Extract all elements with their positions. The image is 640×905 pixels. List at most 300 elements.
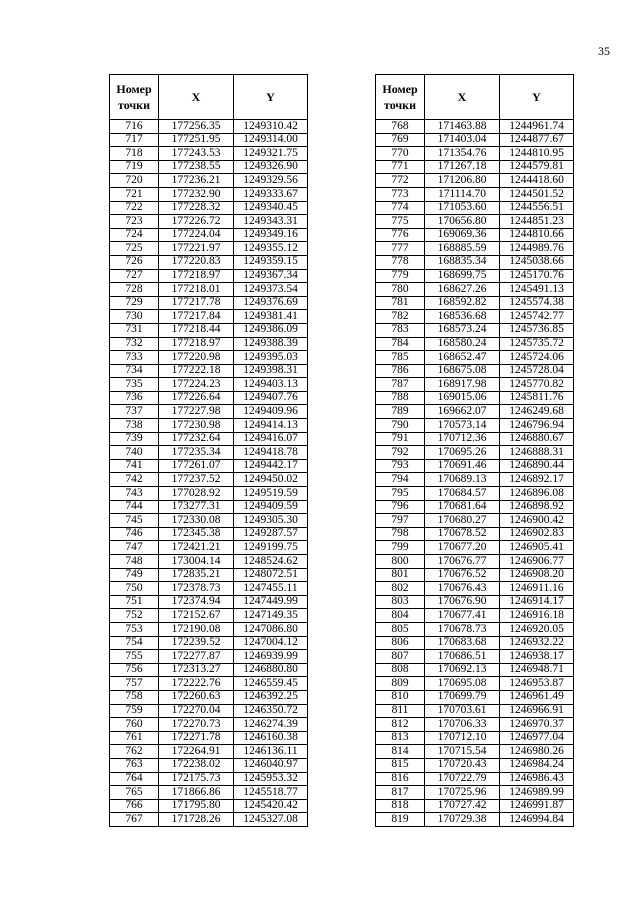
point-number-cell: 750 <box>110 582 159 596</box>
table-row <box>376 255 574 269</box>
x-coordinate-cell: 177221.97 <box>159 242 234 256</box>
y-coordinate-cell: 1244961.74 <box>500 120 574 134</box>
table-row <box>110 215 308 229</box>
x-coordinate-cell: 171866.86 <box>159 786 234 800</box>
table-row <box>376 133 574 147</box>
y-coordinate-cell: 1246911.16 <box>500 582 574 596</box>
point-number-cell: 734 <box>110 364 159 378</box>
point-number-cell: 798 <box>376 527 425 541</box>
point-number-cell: 727 <box>110 269 159 283</box>
table-row <box>376 595 574 609</box>
x-coordinate-cell: 177228.32 <box>159 201 234 215</box>
table-row <box>376 487 574 501</box>
point-number-cell: 762 <box>110 745 159 759</box>
point-number-cell: 767 <box>110 813 159 827</box>
y-coordinate-cell: 1246136.11 <box>234 745 308 759</box>
table-row <box>376 555 574 569</box>
point-number-cell: 793 <box>376 459 425 473</box>
point-number-cell: 773 <box>376 187 425 201</box>
table-row <box>110 527 308 541</box>
point-number-cell: 772 <box>376 174 425 188</box>
y-coordinate-cell: 1246896.08 <box>500 487 574 501</box>
table-row <box>110 269 308 283</box>
point-number-cell: 764 <box>110 772 159 786</box>
table-row <box>376 296 574 310</box>
x-coordinate-cell: 172835.21 <box>159 568 234 582</box>
table-row <box>110 772 308 786</box>
x-coordinate-cell: 171114.70 <box>425 187 500 201</box>
x-coordinate-cell: 172277.87 <box>159 650 234 664</box>
point-number-cell: 718 <box>110 147 159 161</box>
x-coordinate-cell: 171403.04 <box>425 133 500 147</box>
point-number-cell: 817 <box>376 786 425 800</box>
y-coordinate-cell: 1246916.18 <box>500 609 574 623</box>
table-row <box>110 718 308 732</box>
x-coordinate-cell: 177236.21 <box>159 174 234 188</box>
y-coordinate-cell: 1246939.99 <box>234 650 308 664</box>
table-row <box>376 283 574 297</box>
x-coordinate-cell: 170680.27 <box>425 514 500 528</box>
table-row <box>376 446 574 460</box>
x-coordinate-cell: 170678.52 <box>425 527 500 541</box>
y-coordinate-cell: 1245327.08 <box>234 813 308 827</box>
x-coordinate-cell: 170656.80 <box>425 215 500 229</box>
table-row <box>376 201 574 215</box>
table-row <box>376 351 574 365</box>
y-coordinate-cell: 1249409.59 <box>234 500 308 514</box>
point-number-cell: 801 <box>376 568 425 582</box>
y-coordinate-cell: 1249416.07 <box>234 432 308 446</box>
x-coordinate-cell: 173004.14 <box>159 555 234 569</box>
point-number-cell: 720 <box>110 174 159 188</box>
point-number-cell: 741 <box>110 459 159 473</box>
point-number-cell: 777 <box>376 242 425 256</box>
y-coordinate-cell: 1246898.92 <box>500 500 574 514</box>
y-coordinate-cell: 1244556.51 <box>500 201 574 215</box>
x-coordinate-cell: 170678.73 <box>425 622 500 636</box>
point-number-cell: 740 <box>110 446 159 460</box>
x-coordinate-cell: 172330.08 <box>159 514 234 528</box>
y-coordinate-cell: 1246984.24 <box>500 758 574 772</box>
x-coordinate-cell: 168885.59 <box>425 242 500 256</box>
table-row <box>110 432 308 446</box>
point-number-cell: 768 <box>376 120 425 134</box>
point-number-cell: 789 <box>376 405 425 419</box>
y-coordinate-cell: 1246880.67 <box>500 432 574 446</box>
x-coordinate-cell: 177243.53 <box>159 147 234 161</box>
x-coordinate-cell: 168652.47 <box>425 351 500 365</box>
y-coordinate-cell: 1245724.06 <box>500 351 574 365</box>
header-x: X <box>159 75 234 120</box>
y-coordinate-cell: 1246914.17 <box>500 595 574 609</box>
x-coordinate-cell: 168536.68 <box>425 310 500 324</box>
header-y: Y <box>500 75 574 120</box>
y-coordinate-cell: 1247455.11 <box>234 582 308 596</box>
point-number-cell: 816 <box>376 772 425 786</box>
table-row <box>110 473 308 487</box>
point-number-cell: 728 <box>110 283 159 297</box>
point-number-cell: 806 <box>376 636 425 650</box>
x-coordinate-cell: 171728.26 <box>159 813 234 827</box>
y-coordinate-cell: 1246905.41 <box>500 541 574 555</box>
y-coordinate-cell: 1245518.77 <box>234 786 308 800</box>
table-row <box>110 582 308 596</box>
y-coordinate-cell: 1249395.03 <box>234 351 308 365</box>
y-coordinate-cell: 1249403.13 <box>234 378 308 392</box>
x-coordinate-cell: 177217.78 <box>159 296 234 310</box>
y-coordinate-cell: 1249398.31 <box>234 364 308 378</box>
x-coordinate-cell: 177218.44 <box>159 323 234 337</box>
point-number-cell: 761 <box>110 731 159 745</box>
table-row <box>110 704 308 718</box>
table-body <box>376 120 574 827</box>
point-number-cell: 769 <box>376 133 425 147</box>
y-coordinate-cell: 1249321.75 <box>234 147 308 161</box>
table-row <box>110 786 308 800</box>
x-coordinate-cell: 169015.06 <box>425 391 500 405</box>
x-coordinate-cell: 172175.73 <box>159 772 234 786</box>
table-row <box>110 731 308 745</box>
x-coordinate-cell: 172271.78 <box>159 731 234 745</box>
y-coordinate-cell: 1247086.80 <box>234 622 308 636</box>
y-coordinate-cell: 1246392.25 <box>234 690 308 704</box>
y-coordinate-cell: 1246970.37 <box>500 718 574 732</box>
x-coordinate-cell: 177232.90 <box>159 187 234 201</box>
table-row <box>110 487 308 501</box>
x-coordinate-cell: 172313.27 <box>159 663 234 677</box>
table-row <box>376 378 574 392</box>
table-row <box>376 187 574 201</box>
x-coordinate-cell: 168835.34 <box>425 255 500 269</box>
y-coordinate-cell: 1246991.87 <box>500 799 574 813</box>
point-number-cell: 766 <box>110 799 159 813</box>
table-row <box>376 473 574 487</box>
table-row <box>376 391 574 405</box>
table-row <box>376 609 574 623</box>
table-row <box>110 636 308 650</box>
y-coordinate-cell: 1246559.45 <box>234 677 308 691</box>
x-coordinate-cell: 170722.79 <box>425 772 500 786</box>
point-number-cell: 796 <box>376 500 425 514</box>
table-row <box>376 228 574 242</box>
point-number-cell: 725 <box>110 242 159 256</box>
x-coordinate-cell: 172239.52 <box>159 636 234 650</box>
table-row <box>110 568 308 582</box>
x-coordinate-cell: 170684.57 <box>425 487 500 501</box>
point-number-cell: 751 <box>110 595 159 609</box>
point-number-cell: 747 <box>110 541 159 555</box>
y-coordinate-cell: 1245811.76 <box>500 391 574 405</box>
point-number-cell: 717 <box>110 133 159 147</box>
coordinates-table-left <box>109 74 308 827</box>
x-coordinate-cell: 177261.07 <box>159 459 234 473</box>
x-coordinate-cell: 170692.13 <box>425 663 500 677</box>
point-number-cell: 809 <box>376 677 425 691</box>
x-coordinate-cell: 170727.42 <box>425 799 500 813</box>
point-number-cell: 753 <box>110 622 159 636</box>
point-number-cell: 784 <box>376 337 425 351</box>
table-row <box>110 242 308 256</box>
x-coordinate-cell: 170695.26 <box>425 446 500 460</box>
table-row <box>110 446 308 460</box>
point-number-cell: 716 <box>110 120 159 134</box>
point-number-cell: 805 <box>376 622 425 636</box>
point-number-cell: 723 <box>110 215 159 229</box>
y-coordinate-cell: 1244501.52 <box>500 187 574 201</box>
table-row <box>110 622 308 636</box>
y-coordinate-cell: 1246920.05 <box>500 622 574 636</box>
point-number-cell: 811 <box>376 704 425 718</box>
x-coordinate-cell: 170686.51 <box>425 650 500 664</box>
y-coordinate-cell: 1249442.17 <box>234 459 308 473</box>
page-number: 35 <box>598 44 610 58</box>
x-coordinate-cell: 169662.07 <box>425 405 500 419</box>
table-row <box>376 677 574 691</box>
y-coordinate-cell: 1246880.80 <box>234 663 308 677</box>
point-number-cell: 786 <box>376 364 425 378</box>
table-row <box>376 799 574 813</box>
x-coordinate-cell: 177227.98 <box>159 405 234 419</box>
point-number-cell: 802 <box>376 582 425 596</box>
table-row <box>376 160 574 174</box>
table-row <box>110 745 308 759</box>
table-row <box>376 568 574 582</box>
table-row <box>110 799 308 813</box>
point-number-cell: 752 <box>110 609 159 623</box>
x-coordinate-cell: 170725.96 <box>425 786 500 800</box>
x-coordinate-cell: 168699.75 <box>425 269 500 283</box>
x-coordinate-cell: 170676.90 <box>425 595 500 609</box>
y-coordinate-cell: 1245574.38 <box>500 296 574 310</box>
x-coordinate-cell: 177222.18 <box>159 364 234 378</box>
point-number-cell: 788 <box>376 391 425 405</box>
y-coordinate-cell: 1249287.57 <box>234 527 308 541</box>
y-coordinate-cell: 1245742.77 <box>500 310 574 324</box>
table-row <box>376 120 574 134</box>
x-coordinate-cell: 172264.91 <box>159 745 234 759</box>
table-row <box>110 459 308 473</box>
table-row <box>376 215 574 229</box>
table-row <box>376 745 574 759</box>
table-row <box>110 595 308 609</box>
y-coordinate-cell: 1246961.49 <box>500 690 574 704</box>
x-coordinate-cell: 171795.80 <box>159 799 234 813</box>
table-row <box>110 120 308 134</box>
x-coordinate-cell: 170699.79 <box>425 690 500 704</box>
table-row <box>110 609 308 623</box>
point-number-cell: 808 <box>376 663 425 677</box>
table-row <box>376 500 574 514</box>
point-number-cell: 731 <box>110 323 159 337</box>
y-coordinate-cell: 1246938.17 <box>500 650 574 664</box>
point-number-cell: 794 <box>376 473 425 487</box>
y-coordinate-cell: 1245728.04 <box>500 364 574 378</box>
table-row <box>376 704 574 718</box>
table-row <box>110 500 308 514</box>
point-number-cell: 771 <box>376 160 425 174</box>
table-row <box>376 731 574 745</box>
x-coordinate-cell: 170712.10 <box>425 731 500 745</box>
y-coordinate-cell: 1244418.60 <box>500 174 574 188</box>
y-coordinate-cell: 1249367.34 <box>234 269 308 283</box>
x-coordinate-cell: 177218.97 <box>159 269 234 283</box>
point-number-cell: 742 <box>110 473 159 487</box>
point-number-cell: 721 <box>110 187 159 201</box>
x-coordinate-cell: 168675.08 <box>425 364 500 378</box>
y-coordinate-cell: 1245953.32 <box>234 772 308 786</box>
x-coordinate-cell: 170573.14 <box>425 419 500 433</box>
x-coordinate-cell: 177230.98 <box>159 419 234 433</box>
table-row <box>110 663 308 677</box>
table-row <box>376 242 574 256</box>
y-coordinate-cell: 1244810.95 <box>500 147 574 161</box>
table-row <box>110 650 308 664</box>
y-coordinate-cell: 1244810.66 <box>500 228 574 242</box>
table-row <box>376 690 574 704</box>
table-row <box>376 527 574 541</box>
point-number-cell: 787 <box>376 378 425 392</box>
point-number-cell: 807 <box>376 650 425 664</box>
header-point-number: Номер точки <box>110 75 159 120</box>
table-row <box>376 337 574 351</box>
y-coordinate-cell: 1245736.85 <box>500 323 574 337</box>
y-coordinate-cell: 1249355.12 <box>234 242 308 256</box>
x-coordinate-cell: 173277.31 <box>159 500 234 514</box>
point-number-cell: 729 <box>110 296 159 310</box>
y-coordinate-cell: 1249305.30 <box>234 514 308 528</box>
header-y: Y <box>234 75 308 120</box>
y-coordinate-cell: 1249373.54 <box>234 283 308 297</box>
x-coordinate-cell: 177220.83 <box>159 255 234 269</box>
table-row <box>110 555 308 569</box>
point-number-cell: 737 <box>110 405 159 419</box>
table-row <box>110 391 308 405</box>
y-coordinate-cell: 1249407.76 <box>234 391 308 405</box>
point-number-cell: 815 <box>376 758 425 772</box>
table-row <box>376 514 574 528</box>
table-row <box>110 147 308 161</box>
y-coordinate-cell: 1249310.42 <box>234 120 308 134</box>
y-coordinate-cell: 1245420.42 <box>234 799 308 813</box>
table-row <box>376 541 574 555</box>
table-row <box>110 201 308 215</box>
x-coordinate-cell: 177237.52 <box>159 473 234 487</box>
table-row <box>376 813 574 827</box>
x-coordinate-cell: 177218.01 <box>159 283 234 297</box>
y-coordinate-cell: 1246953.87 <box>500 677 574 691</box>
y-coordinate-cell: 1246986.43 <box>500 772 574 786</box>
table-row <box>376 650 574 664</box>
point-number-cell: 719 <box>110 160 159 174</box>
y-coordinate-cell: 1246980.26 <box>500 745 574 759</box>
x-coordinate-cell: 170681.64 <box>425 500 500 514</box>
point-number-cell: 733 <box>110 351 159 365</box>
x-coordinate-cell: 168627.26 <box>425 283 500 297</box>
point-number-cell: 814 <box>376 745 425 759</box>
x-coordinate-cell: 171463.88 <box>425 120 500 134</box>
x-coordinate-cell: 170677.41 <box>425 609 500 623</box>
table-row <box>110 351 308 365</box>
table-row <box>110 364 308 378</box>
table-row <box>376 786 574 800</box>
y-coordinate-cell: 1246900.42 <box>500 514 574 528</box>
coordinates-table-right <box>375 74 574 827</box>
y-coordinate-cell: 1249359.15 <box>234 255 308 269</box>
x-coordinate-cell: 177028.92 <box>159 487 234 501</box>
table-row <box>376 432 574 446</box>
table-row <box>110 813 308 827</box>
y-coordinate-cell: 1246906.77 <box>500 555 574 569</box>
table-row <box>110 514 308 528</box>
x-coordinate-cell: 172222.76 <box>159 677 234 691</box>
point-number-cell: 758 <box>110 690 159 704</box>
x-coordinate-cell: 177251.95 <box>159 133 234 147</box>
y-coordinate-cell: 1249409.96 <box>234 405 308 419</box>
y-coordinate-cell: 1245770.82 <box>500 378 574 392</box>
x-coordinate-cell: 170706.33 <box>425 718 500 732</box>
header-point-number: Номер точки <box>376 75 425 120</box>
point-number-cell: 757 <box>110 677 159 691</box>
y-coordinate-cell: 1249349.16 <box>234 228 308 242</box>
table-row <box>376 772 574 786</box>
x-coordinate-cell: 170712.36 <box>425 432 500 446</box>
y-coordinate-cell: 1246890.44 <box>500 459 574 473</box>
y-coordinate-cell: 1244989.76 <box>500 242 574 256</box>
table-row <box>110 541 308 555</box>
x-coordinate-cell: 170691.46 <box>425 459 500 473</box>
x-coordinate-cell: 172421.21 <box>159 541 234 555</box>
point-number-cell: 785 <box>376 351 425 365</box>
y-coordinate-cell: 1247449.99 <box>234 595 308 609</box>
y-coordinate-cell: 1246966.91 <box>500 704 574 718</box>
point-number-cell: 722 <box>110 201 159 215</box>
y-coordinate-cell: 1249329.56 <box>234 174 308 188</box>
point-number-cell: 781 <box>376 296 425 310</box>
x-coordinate-cell: 171053.60 <box>425 201 500 215</box>
table-row <box>376 582 574 596</box>
x-coordinate-cell: 177238.55 <box>159 160 234 174</box>
point-number-cell: 776 <box>376 228 425 242</box>
x-coordinate-cell: 168573.24 <box>425 323 500 337</box>
y-coordinate-cell: 1245735.72 <box>500 337 574 351</box>
x-coordinate-cell: 172374.94 <box>159 595 234 609</box>
table-row <box>110 378 308 392</box>
point-number-cell: 770 <box>376 147 425 161</box>
point-number-cell: 774 <box>376 201 425 215</box>
table-row <box>376 663 574 677</box>
x-coordinate-cell: 177224.23 <box>159 378 234 392</box>
header-x: X <box>425 75 500 120</box>
x-coordinate-cell: 171267.18 <box>425 160 500 174</box>
x-coordinate-cell: 177256.35 <box>159 120 234 134</box>
point-number-cell: 797 <box>376 514 425 528</box>
point-number-cell: 810 <box>376 690 425 704</box>
x-coordinate-cell: 170677.20 <box>425 541 500 555</box>
point-number-cell: 748 <box>110 555 159 569</box>
table-row <box>110 228 308 242</box>
point-number-cell: 790 <box>376 419 425 433</box>
y-coordinate-cell: 1246040.97 <box>234 758 308 772</box>
x-coordinate-cell: 170715.54 <box>425 745 500 759</box>
point-number-cell: 783 <box>376 323 425 337</box>
table-row <box>376 758 574 772</box>
x-coordinate-cell: 170676.43 <box>425 582 500 596</box>
point-number-cell: 763 <box>110 758 159 772</box>
point-number-cell: 812 <box>376 718 425 732</box>
x-coordinate-cell: 171354.76 <box>425 147 500 161</box>
table-row <box>376 147 574 161</box>
table-row <box>376 622 574 636</box>
